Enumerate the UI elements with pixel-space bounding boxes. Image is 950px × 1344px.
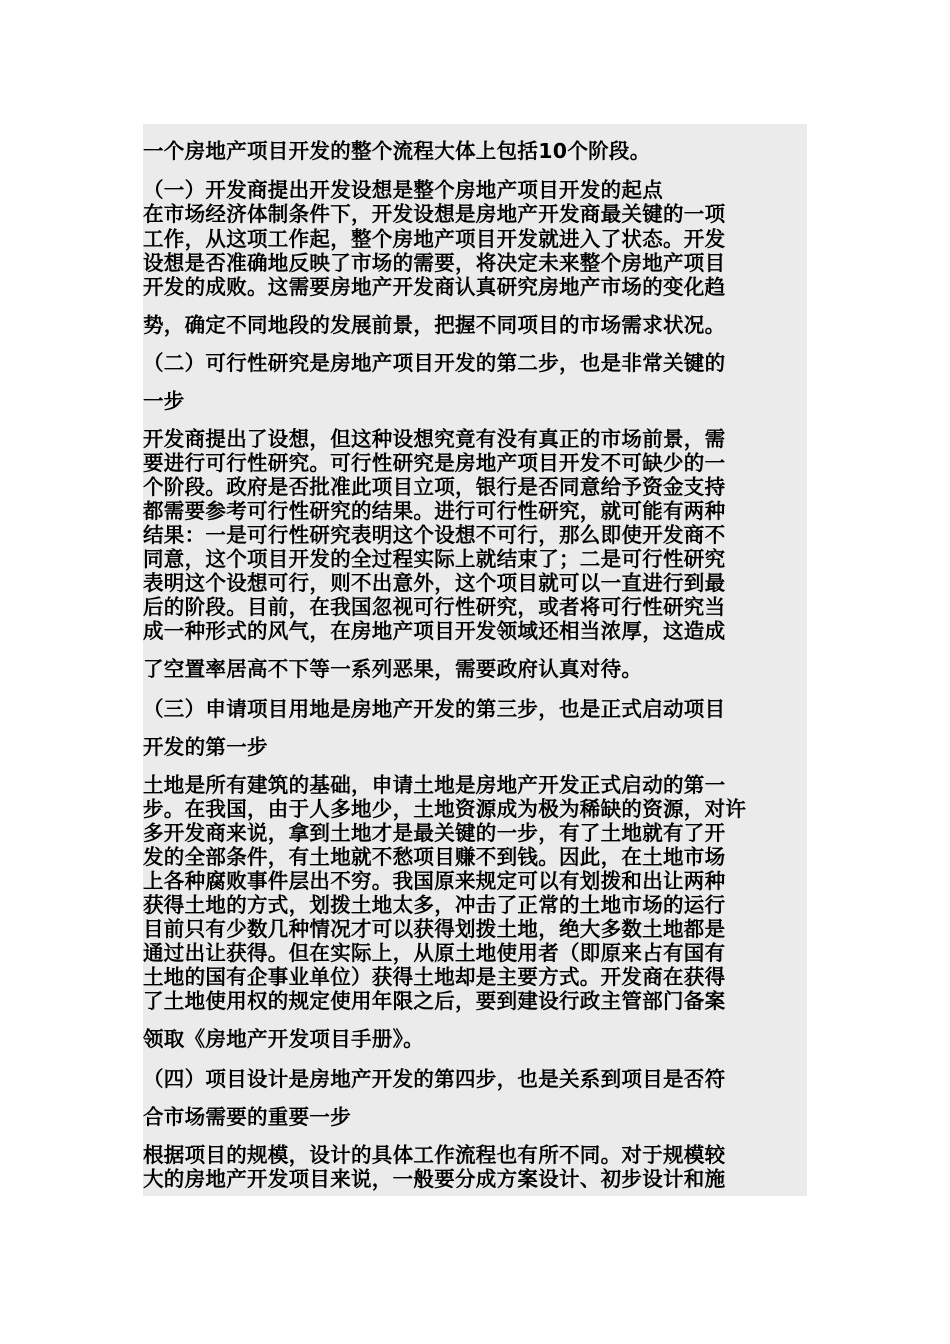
paragraph-line: 开发商提出了设想，但这种设想究竟有没有真正的市场前景，需 <box>143 427 726 451</box>
section-heading-line: （二）可行性研究是房地产项目开发的第二步，也是非常关键的 <box>143 351 726 375</box>
paragraph-line: 设想是否准确地反映了市场的需要，将决定未来整个房地产项目 <box>143 251 726 275</box>
section-heading-line: （四）项目设计是房地产开发的第四步，也是关系到项目是否符 <box>143 1067 726 1091</box>
paragraph-line: 势，确定不同地段的发展前景，把握不同项目的市场需求状况。 <box>143 313 726 337</box>
paragraph-line: 发的全部条件，有土地就不愁项目赚不到钱。因此，在土地市场 <box>143 845 726 869</box>
section-heading-line: 开发的第一步 <box>143 735 268 759</box>
paragraph-line: 目前只有少数几种情况才可以获得划拨土地，绝大多数土地都是 <box>143 917 726 941</box>
paragraph-line: 同意，这个项目开发的全过程实际上就结束了；二是可行性研究 <box>143 547 726 571</box>
paragraph-line: 大的房地产开发项目来说，一般要分成方案设计、初步设计和施 <box>143 1167 726 1191</box>
paragraph-line: 个阶段。政府是否批准此项目立项，银行是否同意给予资金支持 <box>143 475 726 499</box>
paragraph-line: 土地是所有建筑的基础，申请土地是房地产开发正式启动的第一 <box>143 773 726 797</box>
paragraph-line: 上各种腐败事件层出不穷。我国原来规定可以有划拨和出让两种 <box>143 869 726 893</box>
section-heading-line: 一步 <box>143 389 185 413</box>
paragraph-line: 土地的国有企事业单位）获得土地却是主要方式。开发商在获得 <box>143 965 726 989</box>
paragraph-line: 了空置率居高不下等一系列恶果，需要政府认真对待。 <box>143 657 643 681</box>
paragraph-line: 开发的成败。这需要房地产开发商认真研究房地产市场的变化趋 <box>143 275 726 299</box>
paragraph-line: 都需要参考可行性研究的结果。进行可行性研究，就可能有两种 <box>143 499 726 523</box>
paragraph-line: 通过出让获得。但在实际上，从原土地使用者（即原来占有国有 <box>143 941 726 965</box>
paragraph-line: 在市场经济体制条件下，开发设想是房地产开发商最关键的一项 <box>143 202 726 226</box>
paragraph-line: 表明这个设想可行，则不出意外，这个项目就可以一直进行到最 <box>143 571 726 595</box>
section-heading-line: （一）开发商提出开发设想是整个房地产项目开发的起点 <box>143 178 663 202</box>
paragraph-line: 步。在我国，由于人多地少，土地资源成为极为稀缺的资源，对许 <box>143 797 747 821</box>
paragraph-line: 获得土地的方式，划拨土地太多，冲击了正常的土地市场的运行 <box>143 893 726 917</box>
paragraph-line: 要进行可行性研究。可行性研究是房地产项目开发不可缺少的一 <box>143 451 726 475</box>
paragraph-line: 工作，从这项工作起，整个房地产项目开发就进入了状态。开发 <box>143 227 726 251</box>
document-text-block <box>143 124 807 1196</box>
paragraph-line: 成一种形式的风气，在房地产项目开发领域还相当浓厚，这造成 <box>143 619 726 643</box>
paragraph-line: 多开发商来说，拿到土地才是最关键的一步，有了土地就有了开 <box>143 821 726 845</box>
paragraph-line: 领取《房地产开发项目手册》。 <box>143 1027 424 1051</box>
paragraph-line: 结果：一是可行性研究表明这个设想不可行，那么即使开发商不 <box>143 523 726 547</box>
paragraph-line: 后的阶段。目前，在我国忽视可行性研究，或者将可行性研究当 <box>143 595 726 619</box>
paragraph-line: 了土地使用权的规定使用年限之后，要到建设行政主管部门备案 <box>143 989 726 1013</box>
section-heading-line: （三）申请项目用地是房地产开发的第三步，也是正式启动项目 <box>143 697 726 721</box>
paragraph-line: 根据项目的规模，设计的具体工作流程也有所不同。对于规模较 <box>143 1143 726 1167</box>
section-heading-line: 合市场需要的重要一步 <box>143 1105 351 1129</box>
intro-line: 一个房地产项目开发的整个流程大体上包括10个阶段。 <box>143 139 651 163</box>
